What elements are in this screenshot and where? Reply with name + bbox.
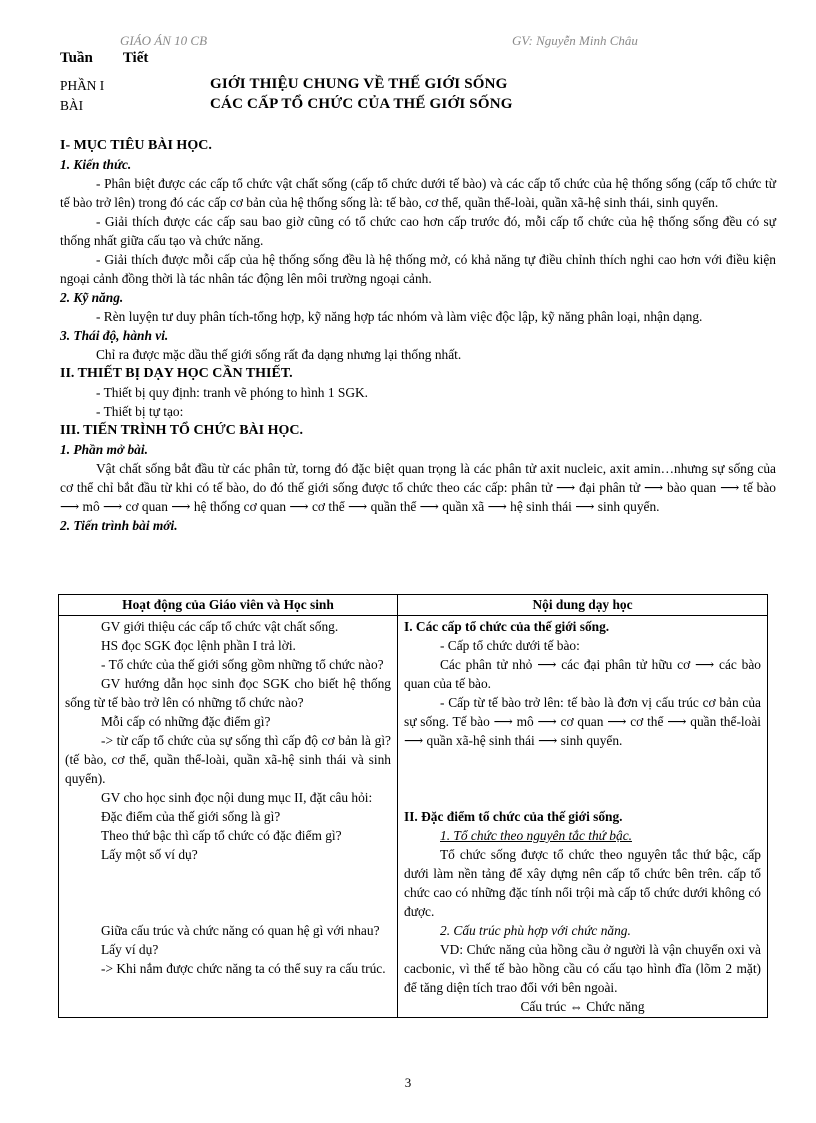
lesson-body: [60, 136, 776, 535]
activity-text: GV cho học sinh đọc nội dung mục II, đặt câu hỏi:: [101, 790, 373, 805]
content-heading: II. Đặc điểm tổ chức của thế giới sống.: [404, 809, 623, 824]
part-label: PHẦN I: [60, 78, 105, 93]
subsection-heading: 2. Tiến trình bài mới.: [60, 518, 178, 533]
activity-text: Lấy ví dụ?: [101, 942, 159, 957]
activity-text: -> từ cấp tổ chức của sự sống thì cấp độ cơ bản là gì?(tế bào, cơ thể, quần thể-loài, quần xã-hệ sinh thái và sinh quyển).: [65, 733, 391, 786]
activity-text: Giữa cấu trúc và chức năng có quan hệ gì với nhau?: [101, 923, 380, 938]
content-heading: I. Các cấp tổ chức của thế giới sống.: [404, 619, 610, 634]
structure-function-note: Cấu trúc ⇔ Chức năng: [520, 999, 645, 1014]
paragraph: - Rèn luyện tư duy phân tích-tổng hợp, kỹ năng hợp tác nhóm và làm việc độc lập, kỹ năng phân loại, nhận dạng.: [96, 309, 703, 324]
subsection-heading: 2. Kỹ năng.: [60, 290, 124, 305]
paragraph: Vật chất sống bắt đầu từ các phân tử, torng đó đặc biệt quan trọng là các phân tử axit nucleic, axit amin…nhưng sự sống của cơ thể chỉ bắt đầu từ khi có tế bào, do đó thế giới sống được tổ chức theo các cấp: phân tử ⟶ đại phân tử ⟶ bào quan ⟶ tế bào ⟶ mô ⟶ cơ quan ⟶ hệ thống cơ quan ⟶ cơ thể ⟶ quần thể ⟶ quần xã ⟶ hệ sinh thái ⟶ sinh quyển.: [60, 461, 776, 514]
content-subheading: [404, 826, 761, 845]
paragraph: - Thiết bị quy định: tranh vẽ phóng to hình 1 SGK.: [96, 385, 369, 400]
part-title: GIỚI THIỆU CHUNG VỀ THẾ GIỚI SỐNG: [210, 76, 508, 92]
paragraph: - Thiết bị tự tạo:: [96, 404, 184, 419]
section-heading: I- MỤC TIÊU BÀI HỌC.: [60, 138, 212, 153]
week-label: Tuần: [60, 50, 93, 66]
activity-text: Đặc điểm của thế giới sống là gì?: [101, 809, 281, 824]
paragraph: - Phân biệt được các cấp tổ chức vật chất sống (cấp tổ chức dưới tế bào) và các cấp tổ chức của hệ thống sống (cấp tổ chức từ tế bào trở lên) trong đó các cấp cơ bản của hệ thống sống là: tế bào, cơ thể, quần thể-loài, quần xã-hệ sinh thái, sinh quyển.: [60, 176, 776, 210]
table-header-activities: Hoạt động của Giáo viên và Học sinh: [59, 595, 398, 616]
activity-text: -> Khi nắm được chức năng ta có thể suy ra cấu trúc.: [101, 961, 386, 976]
content-text: Các phân tử nhỏ ⟶ các đại phân tử hữu cơ ⟶ các bào quan của tế bào.: [404, 657, 761, 691]
period-label: Tiết: [122, 50, 149, 66]
subsection-heading: 1. Phần mở bài.: [60, 442, 148, 457]
activity-text: GV giới thiệu các cấp tổ chức vật chất sống.: [101, 619, 339, 634]
activities-cell: [59, 616, 398, 1018]
activity-text: Lấy một số ví dụ?: [101, 847, 198, 862]
header-course: GIÁO ÁN 10 CB: [120, 33, 208, 48]
paragraph: - Giải thích được mỗi cấp của hệ thống sống đều là hệ thống mở, có khả năng tự điều chỉnh thích nghi cao hơn với điều kiện ngoại cảnh đồng thời là tác nhân tác động lên môi trường ngoại cảnh.: [60, 252, 776, 286]
header-teacher: GV: Nguyễn Minh Châu: [512, 33, 638, 48]
paragraph: Chỉ ra được mặc dầu thế giới sống rất đa dạng nhưng lại thống nhất.: [96, 347, 462, 362]
activity-text: Mỗi cấp có những đặc điểm gì?: [101, 714, 271, 729]
content-text: - Cấp từ tế bào trở lên: tế bào là đơn vị cấu trúc cơ bản của sự sống. Tế bào ⟶ mô ⟶ cơ quan ⟶ cơ thể ⟶ quần thể-loài ⟶ quần xã-hệ sinh thái ⟶ sinh quyển.: [404, 695, 761, 748]
section-heading: II. THIẾT BỊ DẠY HỌC CẦN THIẾT.: [60, 366, 293, 381]
content-text: - Cấp tổ chức dưới tế bào:: [440, 638, 580, 653]
section-heading: III. TIẾN TRÌNH TỔ CHỨC BÀI HỌC.: [60, 423, 303, 438]
table-header-content: Nội dung dạy học: [398, 595, 768, 616]
lesson-title: CÁC CẤP TỔ CHỨC CỦA THẾ GIỚI SỐNG: [210, 96, 513, 112]
page-number: 3: [404, 1075, 412, 1090]
content-subheading-text: 1. Tổ chức theo nguyên tắc thứ bậc.: [440, 828, 632, 843]
paragraph: - Giải thích được các cấp sau bao giờ cũng có tổ chức cao hơn cấp trước đó, mỗi cấp tổ chức của hệ thống sống đều có sự thống nhất giữa cấu tạo và chức năng.: [60, 214, 776, 248]
activity-text: GV hướng dẫn học sinh đọc SGK cho biết hệ thống sống từ tế bào trở lên có những tổ chức nào?: [65, 676, 391, 710]
activity-text: - Tổ chức của thế giới sống gồm những tổ chức nào?: [101, 657, 384, 672]
subsection-heading: 3. Thái độ, hành vi.: [60, 328, 169, 343]
content-text: Tổ chức sống được tổ chức theo nguyên tắc thứ bậc, cấp dưới làm nền tảng để xây dựng nên cấp tổ chức bên trên. cấp tổ chức cao có những đặc tính nổi trội mà cấp tổ chức dưới không có được.: [404, 847, 761, 919]
content-subheading: 2. Cấu trúc phù hợp với chức năng.: [440, 923, 631, 938]
table-header-row: [59, 595, 768, 616]
content-cell: [398, 616, 768, 1018]
week-line: [60, 50, 178, 67]
subsection-heading: 1. Kiến thức.: [60, 157, 132, 172]
content-text: VD: Chức năng của hồng cầu ở người là vận chuyển oxi và cacbonic, vì thế tế bào hồng cầu có cấu tạo hình đĩa (lõm 2 mặt) để tăng diện tích trao đổi với bên ngoài.: [404, 942, 761, 995]
activity-text: Theo thứ bậc thì cấp tổ chức có đặc điểm gì?: [101, 828, 342, 843]
activity-text: HS đọc SGK đọc lệnh phần I trả lời.: [101, 638, 296, 653]
table-row: [59, 616, 768, 1018]
lesson-table: [58, 594, 768, 1018]
lesson-label: BÀI: [60, 98, 84, 113]
